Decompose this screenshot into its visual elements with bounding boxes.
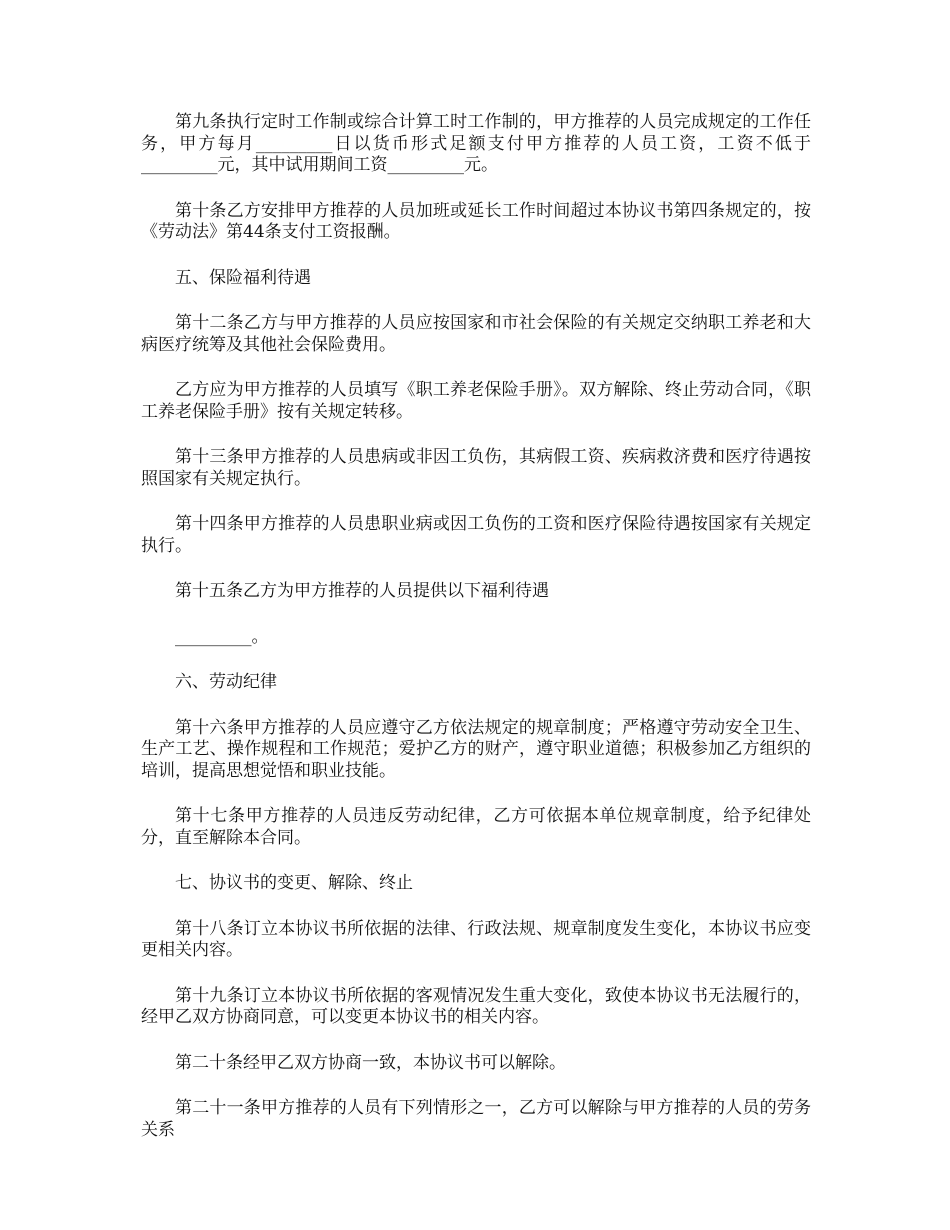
welfare-blank-line: _________。 xyxy=(175,626,269,647)
article-18-paragraph: 第十八条订立本协议书所依据的法律、行政法规、规章制度发生变化，本协议书应变更相关内容。 xyxy=(141,918,811,960)
article-20-paragraph: 第二十条经甲乙双方协商一致，本协议书可以解除。 xyxy=(175,1052,566,1073)
article-15-paragraph: 第十五条乙方为甲方推荐的人员提供以下福利待遇 xyxy=(175,581,549,601)
document-body xyxy=(141,112,811,1165)
article-12-paragraph: 第十二条乙方与甲方推荐的人员应按国家和市社会保险的有关规定交纳职工养老和大病医疗统筹及其他社会保险费用。 xyxy=(141,313,811,355)
article-13-paragraph: 第十三条甲方推荐的人员患病或非因工负伤，其病假工资、疾病救济费和医疗待遇按照国家有关规定执行。 xyxy=(141,447,811,489)
section-7-heading: 七、协议书的变更、解除、终止 xyxy=(175,873,413,893)
article-19-paragraph: 第十九条订立本协议书所依据的客观情况发生重大变化，致使本协议书无法履行的，经甲乙双方协商同意，可以变更本协议书的相关内容。 xyxy=(141,985,811,1027)
article-9-paragraph: 第九条执行定时工作制或综合计算工时工作制的，甲方推荐的人员完成规定的工作任务，甲方每月_________日以货币形式足额支付甲方推荐的人员工资，工资不低于_________元，其中试用期间工资_________元。 xyxy=(141,112,811,175)
article-16-paragraph: 第十六条甲方推荐的人员应遵守乙方依法规定的规章制度；严格遵守劳动安全卫生、生产工艺、操作规程和工作规范；爱护乙方的财产，遵守职业道德；积极参加乙方组织的培训，提高思想觉悟和职业技能。 xyxy=(141,717,811,781)
article-14-paragraph: 第十四条甲方推荐的人员患职业病或因工负伤的工资和医疗保险待遇按国家有关规定执行。 xyxy=(141,514,811,556)
pension-manual-paragraph: 乙方应为甲方推荐的人员填写《职工养老保险手册》。双方解除、终止劳动合同，《职工养老保险手册》按有关规定转移。 xyxy=(141,380,811,422)
article-10-paragraph: 第十条乙方安排甲方推荐的人员加班或延长工作时间超过本协议书第四条规定的，按《劳动法》第44条支付工资报酬。 xyxy=(141,200,811,242)
section-5-heading: 五、保险福利待遇 xyxy=(175,267,311,288)
article-21-paragraph: 第二十一条甲方推荐的人员有下列情形之一，乙方可以解除与甲方推荐的人员的劳务关系 xyxy=(141,1098,811,1140)
article-17-paragraph: 第十七条甲方推荐的人员违反劳动纪律，乙方可依据本单位规章制度，给予纪律处分，直至解除本合同。 xyxy=(141,806,811,848)
section-6-heading: 六、劳动纪律 xyxy=(175,672,277,692)
